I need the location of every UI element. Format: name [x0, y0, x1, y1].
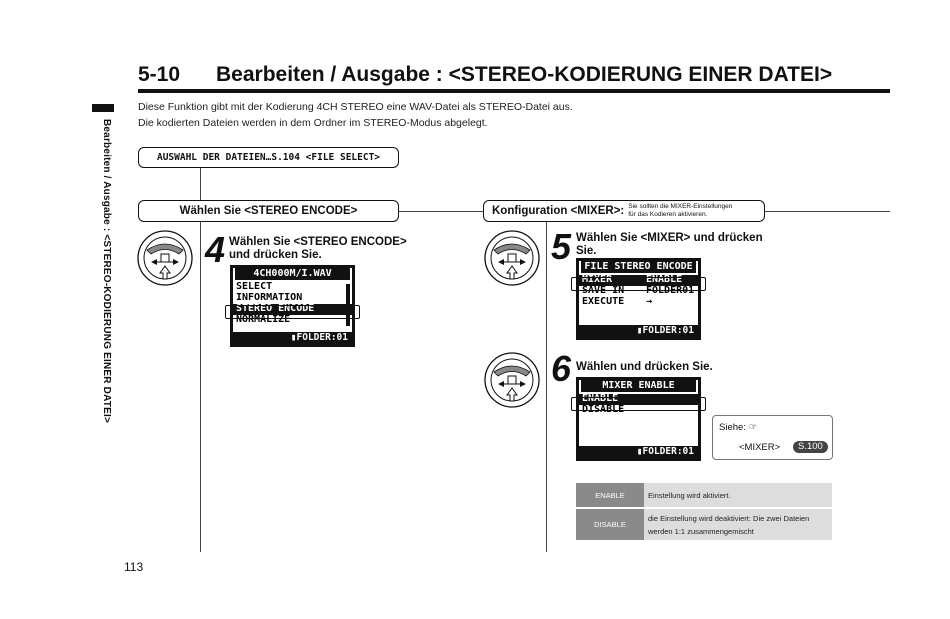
step5-line-1: Wählen Sie <MIXER> und drücken	[576, 232, 763, 244]
lcd-row-value: ENABLE	[646, 275, 683, 285]
step4-line-1: Wählen Sie <STEREO ENCODE>	[229, 236, 407, 248]
lcd-row-value: →	[646, 297, 653, 307]
options-table	[576, 483, 832, 540]
flow-line	[200, 222, 201, 552]
lcd-row-label: SAVE IN	[582, 286, 625, 296]
lcd-row-label: EXECUTE	[582, 297, 625, 307]
selection-highlight-frame	[571, 277, 706, 291]
reference-page-badge: S.100	[793, 441, 828, 453]
step5-line-2: Sie.	[576, 245, 597, 257]
step-number-5: 5	[551, 226, 572, 267]
step4-line-2: und drücken Sie.	[229, 249, 322, 261]
lcd-row-execute	[579, 297, 698, 308]
step-number-6: 6	[551, 348, 572, 389]
lcd-title: FILE STEREO ENCODE	[581, 261, 696, 273]
dial-press-icon	[484, 230, 540, 286]
config-mixer-label: Konfiguration <MIXER>:	[492, 205, 625, 217]
lcd-title: 4CH000M/I.WAV	[235, 268, 350, 280]
step6-instruction: Wählen und drücken Sie.	[576, 361, 713, 373]
intro-line-2: Die kodierten Dateien werden in dem Ordner im STEREO-Modus abgelegt.	[138, 117, 488, 129]
lcd-option: DISABLE	[582, 405, 625, 415]
flow-line	[765, 211, 890, 212]
reference-item: <MIXER>	[739, 442, 781, 453]
section-number: 5-10	[138, 63, 181, 86]
flow-line	[200, 168, 201, 200]
option-key: ENABLE	[576, 483, 644, 508]
flow-line	[399, 211, 483, 212]
config-note	[628, 203, 732, 219]
selection-highlight-frame	[225, 305, 360, 319]
title-rule	[138, 89, 890, 93]
option-description: Einstellung wird aktiviert.	[644, 483, 832, 508]
step-right-label	[483, 200, 765, 222]
file-select-box: AUSWAHL DER DATEIEN…S.104 <FILE SELECT>	[138, 147, 399, 168]
selection-highlight-frame	[571, 397, 706, 411]
lcd-footer: ▮FOLDER:01	[579, 325, 698, 337]
side-chapter-label: Bearbeiten / Ausgabe : <STEREO-KODIERUNG EINER DATEI>	[101, 119, 112, 423]
lcd-option-selected: ENABLE	[579, 394, 698, 405]
lcd-screen-step6	[576, 377, 701, 461]
flow-line	[546, 222, 547, 552]
config-note-line-1: Sie sollten die MIXER-Einstellungen	[628, 203, 733, 210]
step-number-4: 4	[205, 229, 226, 270]
lcd-folder-label: FOLDER:01	[642, 446, 694, 457]
lcd-menu-item: INFORMATION	[236, 293, 303, 303]
table-row	[576, 483, 832, 508]
lcd-folder-label: FOLDER:01	[296, 332, 348, 343]
reference-label	[719, 422, 757, 433]
lcd-footer: ▮FOLDER:01	[579, 446, 698, 458]
option-key: DISABLE	[576, 508, 644, 540]
dial-press-icon	[137, 230, 193, 286]
lcd-menu-item: NORMALIZE	[236, 315, 291, 325]
lcd-screen-step5	[576, 258, 701, 340]
reference-box	[712, 415, 833, 460]
config-note-line-2: für das Kodieren aktivieren.	[628, 211, 708, 218]
page-title: Bearbeiten / Ausgabe : <STEREO-KODIERUNG EINER DATEI>	[216, 63, 833, 86]
pointing-hand-icon: ☞	[748, 422, 758, 433]
side-tab-marker	[92, 104, 114, 112]
option-description: die Einstellung wird deaktiviert: Die zwei Dateien werden 1:1 zusammengemischt	[644, 508, 832, 540]
lcd-row-value: FOLDER01	[646, 286, 695, 296]
lcd-row-label: MIXER	[582, 275, 613, 285]
reference-label-text: Siehe:	[719, 422, 746, 433]
lcd-menu-item-selected: STEREO ENCODE	[233, 304, 352, 315]
step-left-label: Wählen Sie <STEREO ENCODE>	[138, 200, 399, 222]
lcd-folder-label: FOLDER:01	[642, 325, 694, 336]
step5-instruction	[576, 232, 763, 258]
dial-press-icon	[484, 352, 540, 408]
lcd-title: MIXER ENABLE	[581, 380, 696, 392]
lcd-menu-item: SELECT	[236, 282, 273, 292]
table-row	[576, 508, 832, 540]
step4-instruction	[229, 236, 407, 262]
lcd-footer: ▮FOLDER:01	[233, 332, 352, 344]
intro-line-1: Diese Funktion gibt mit der Kodierung 4CH STEREO eine WAV-Datei als STEREO-Datei aus.	[138, 101, 573, 113]
page-number: 113	[124, 560, 144, 574]
